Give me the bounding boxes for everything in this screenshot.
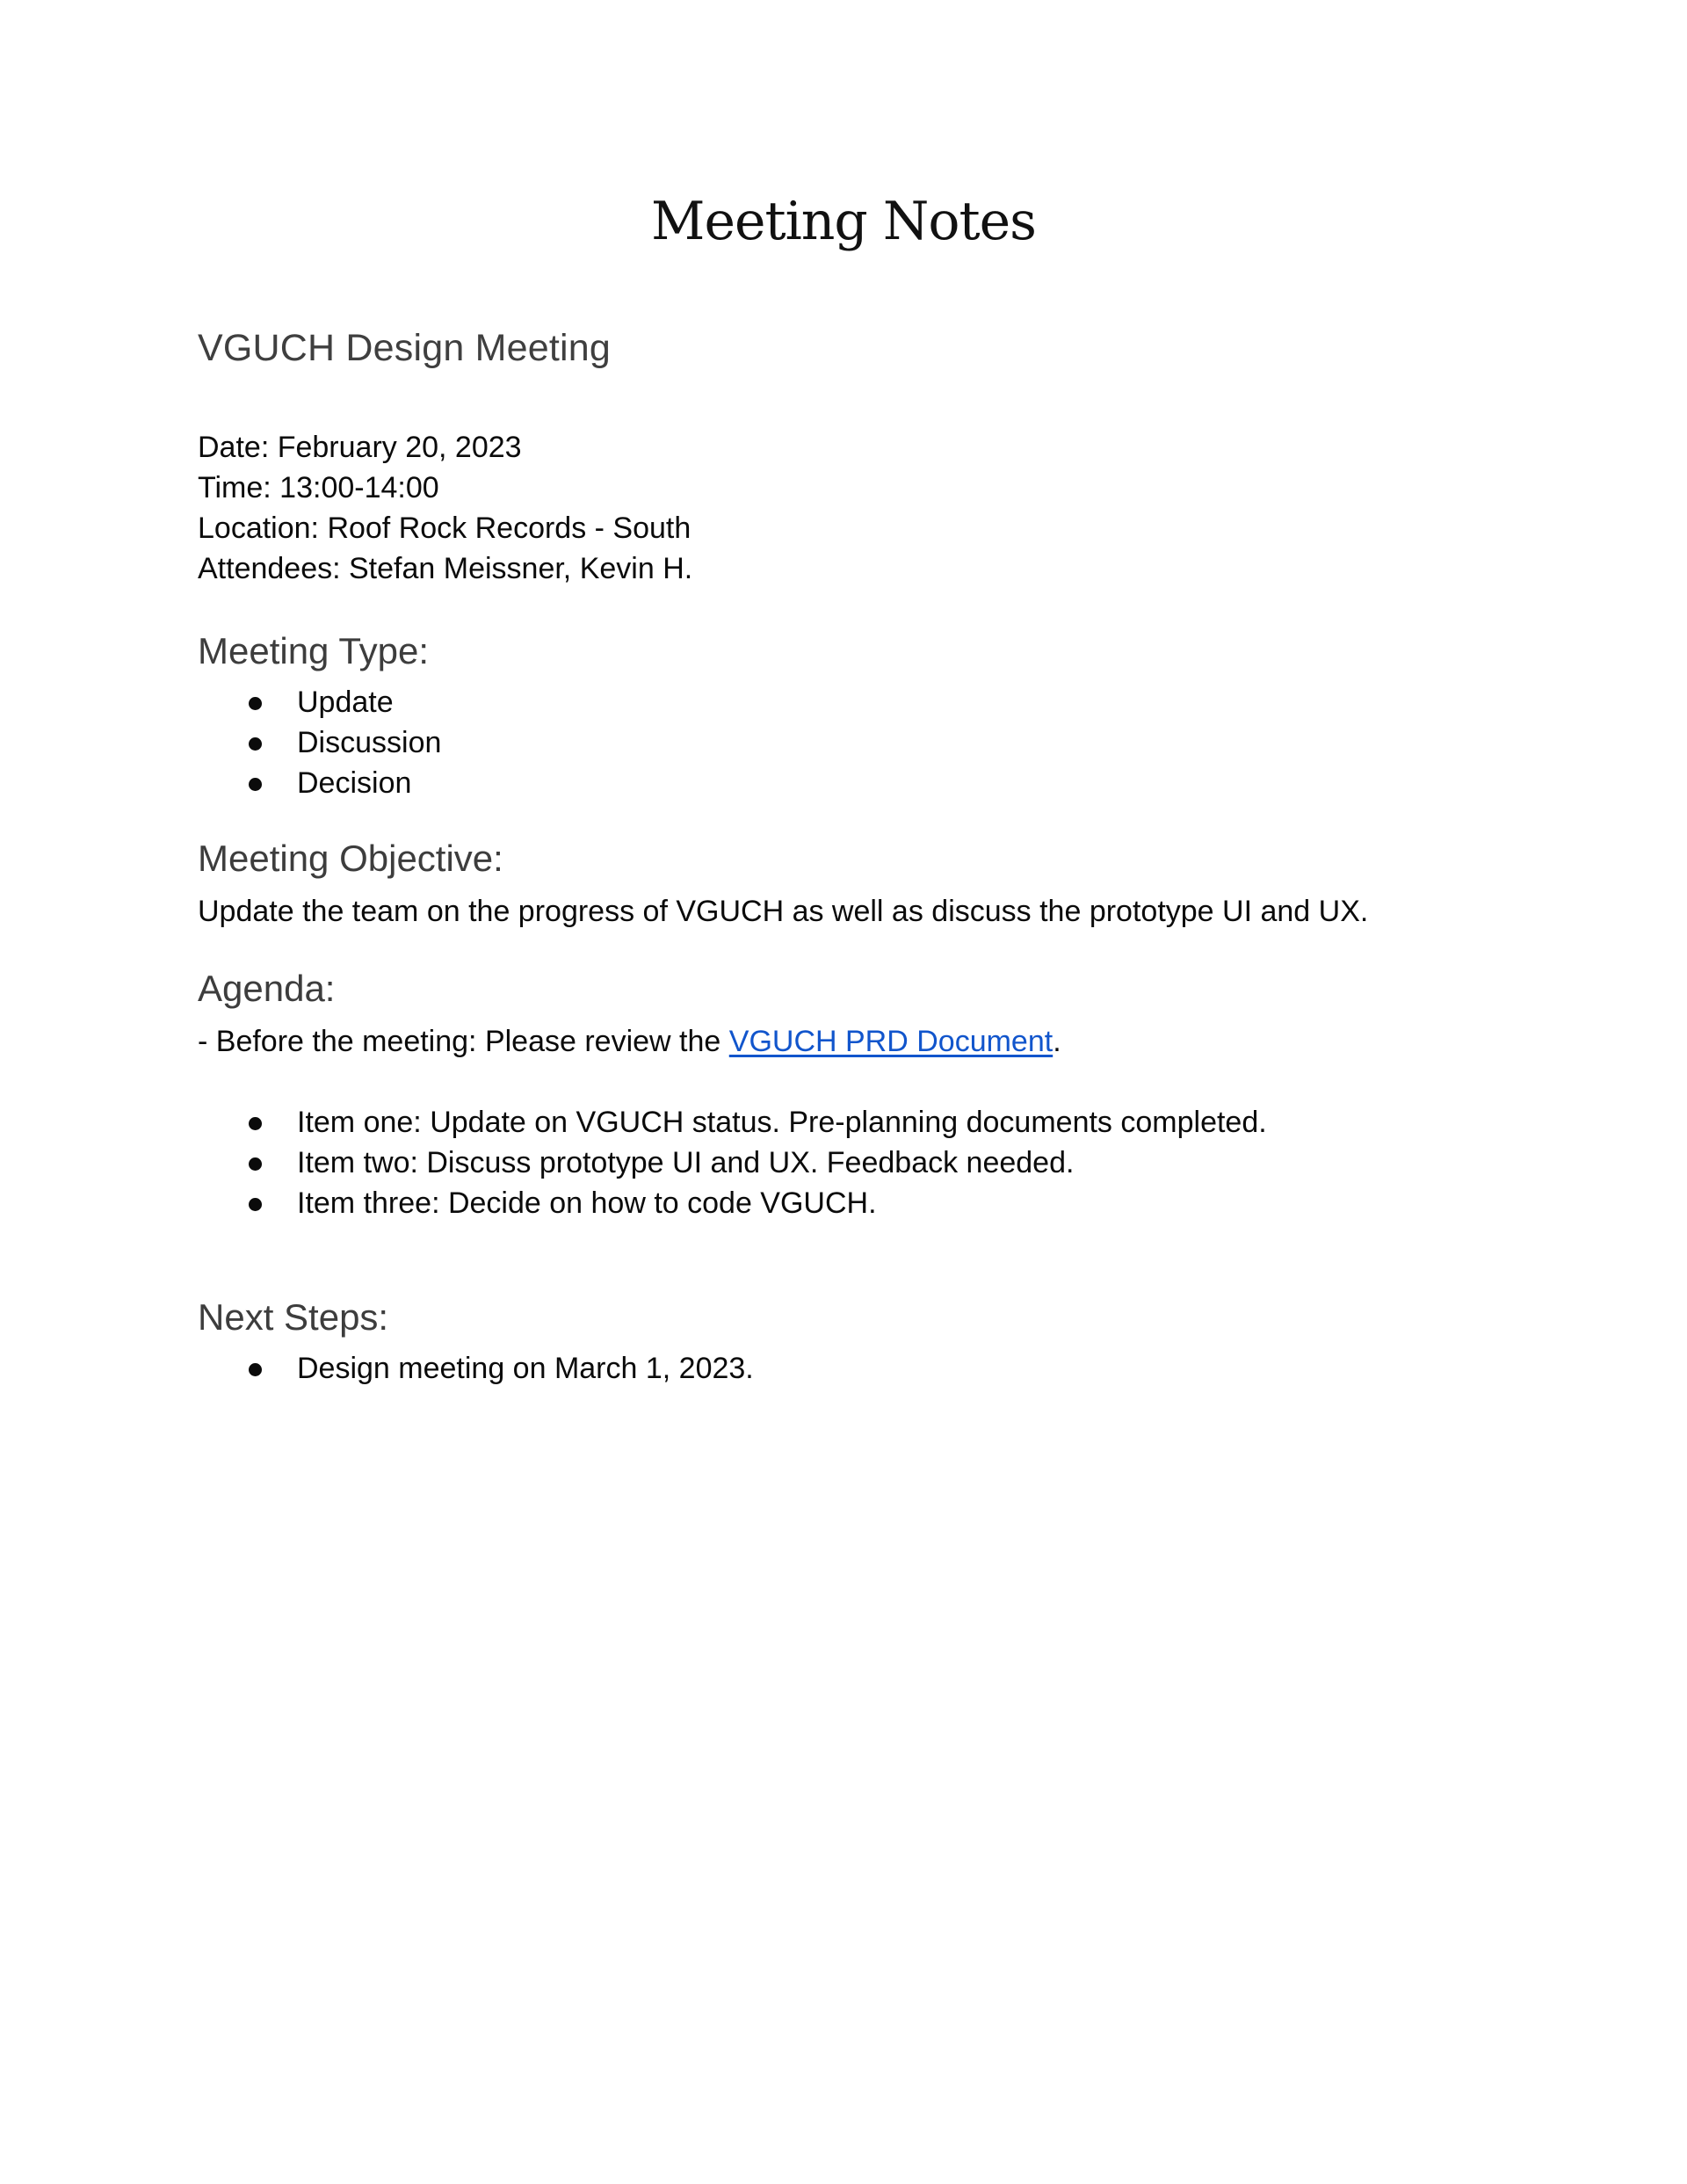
list-item — [198, 682, 1498, 722]
list-item — [198, 1143, 1498, 1183]
prd-document-link[interactable]: VGUCH PRD Document — [728, 1025, 1053, 1058]
meeting-objective-section — [198, 833, 1498, 932]
list-item-text: Item three: Decide on how to code VGUCH. — [297, 1186, 877, 1220]
meeting-objective-text: Update the team on the progress of VGUCH as well as discuss the prototype UI and UX. — [198, 895, 1369, 928]
meeting-type-section — [198, 626, 1498, 803]
next-steps-list — [198, 1348, 1498, 1389]
bullet-icon — [249, 737, 262, 751]
page-title: Meeting Notes — [651, 191, 1036, 252]
list-item — [198, 763, 1498, 803]
agenda-heading: Agenda: — [198, 968, 336, 1009]
meeting-type-list — [198, 682, 1498, 803]
agenda-list — [198, 1102, 1498, 1223]
agenda-note-suffix: . — [1053, 1025, 1061, 1058]
bullet-icon — [249, 1198, 262, 1211]
meeting-attendees: Attendees: Stefan Meissner, Kevin H. — [198, 552, 693, 585]
list-item-text: Decision — [297, 766, 412, 800]
list-item-text: Discussion — [297, 726, 442, 759]
document-body — [198, 322, 1498, 1389]
bullet-icon — [249, 778, 262, 791]
list-item — [198, 1348, 1498, 1389]
meeting-objective-heading: Meeting Objective: — [198, 838, 503, 879]
meeting-date: Date: February 20, 2023 — [198, 431, 522, 464]
list-item-text: Item one: Update on VGUCH status. Pre-planning documents completed. — [297, 1106, 1267, 1139]
next-steps-section — [198, 1292, 1498, 1389]
list-item — [198, 722, 1498, 763]
bullet-icon — [249, 697, 262, 710]
bullet-icon — [249, 1363, 262, 1376]
meeting-name-heading: VGUCH Design Meeting — [198, 327, 612, 369]
next-steps-heading: Next Steps: — [198, 1296, 389, 1338]
bullet-icon — [249, 1117, 262, 1130]
list-item — [198, 1183, 1498, 1223]
agenda-section — [198, 963, 1498, 1223]
agenda-pre-meeting-note — [198, 1021, 1498, 1062]
meeting-location: Location: Roof Rock Records - South — [198, 512, 691, 545]
list-item — [198, 1102, 1498, 1143]
meeting-time: Time: 13:00-14:00 — [198, 471, 439, 504]
agenda-note-prefix: - Before the meeting: Please review the — [198, 1025, 729, 1058]
meeting-type-heading: Meeting Type: — [198, 630, 430, 671]
list-item-text: Design meeting on March 1, 2023. — [297, 1352, 754, 1385]
bullet-icon — [249, 1157, 262, 1171]
list-item-text: Update — [297, 686, 394, 719]
list-item-text: Item two: Discuss prototype UI and UX. Feedback needed. — [297, 1146, 1075, 1179]
meeting-details — [198, 427, 1498, 589]
